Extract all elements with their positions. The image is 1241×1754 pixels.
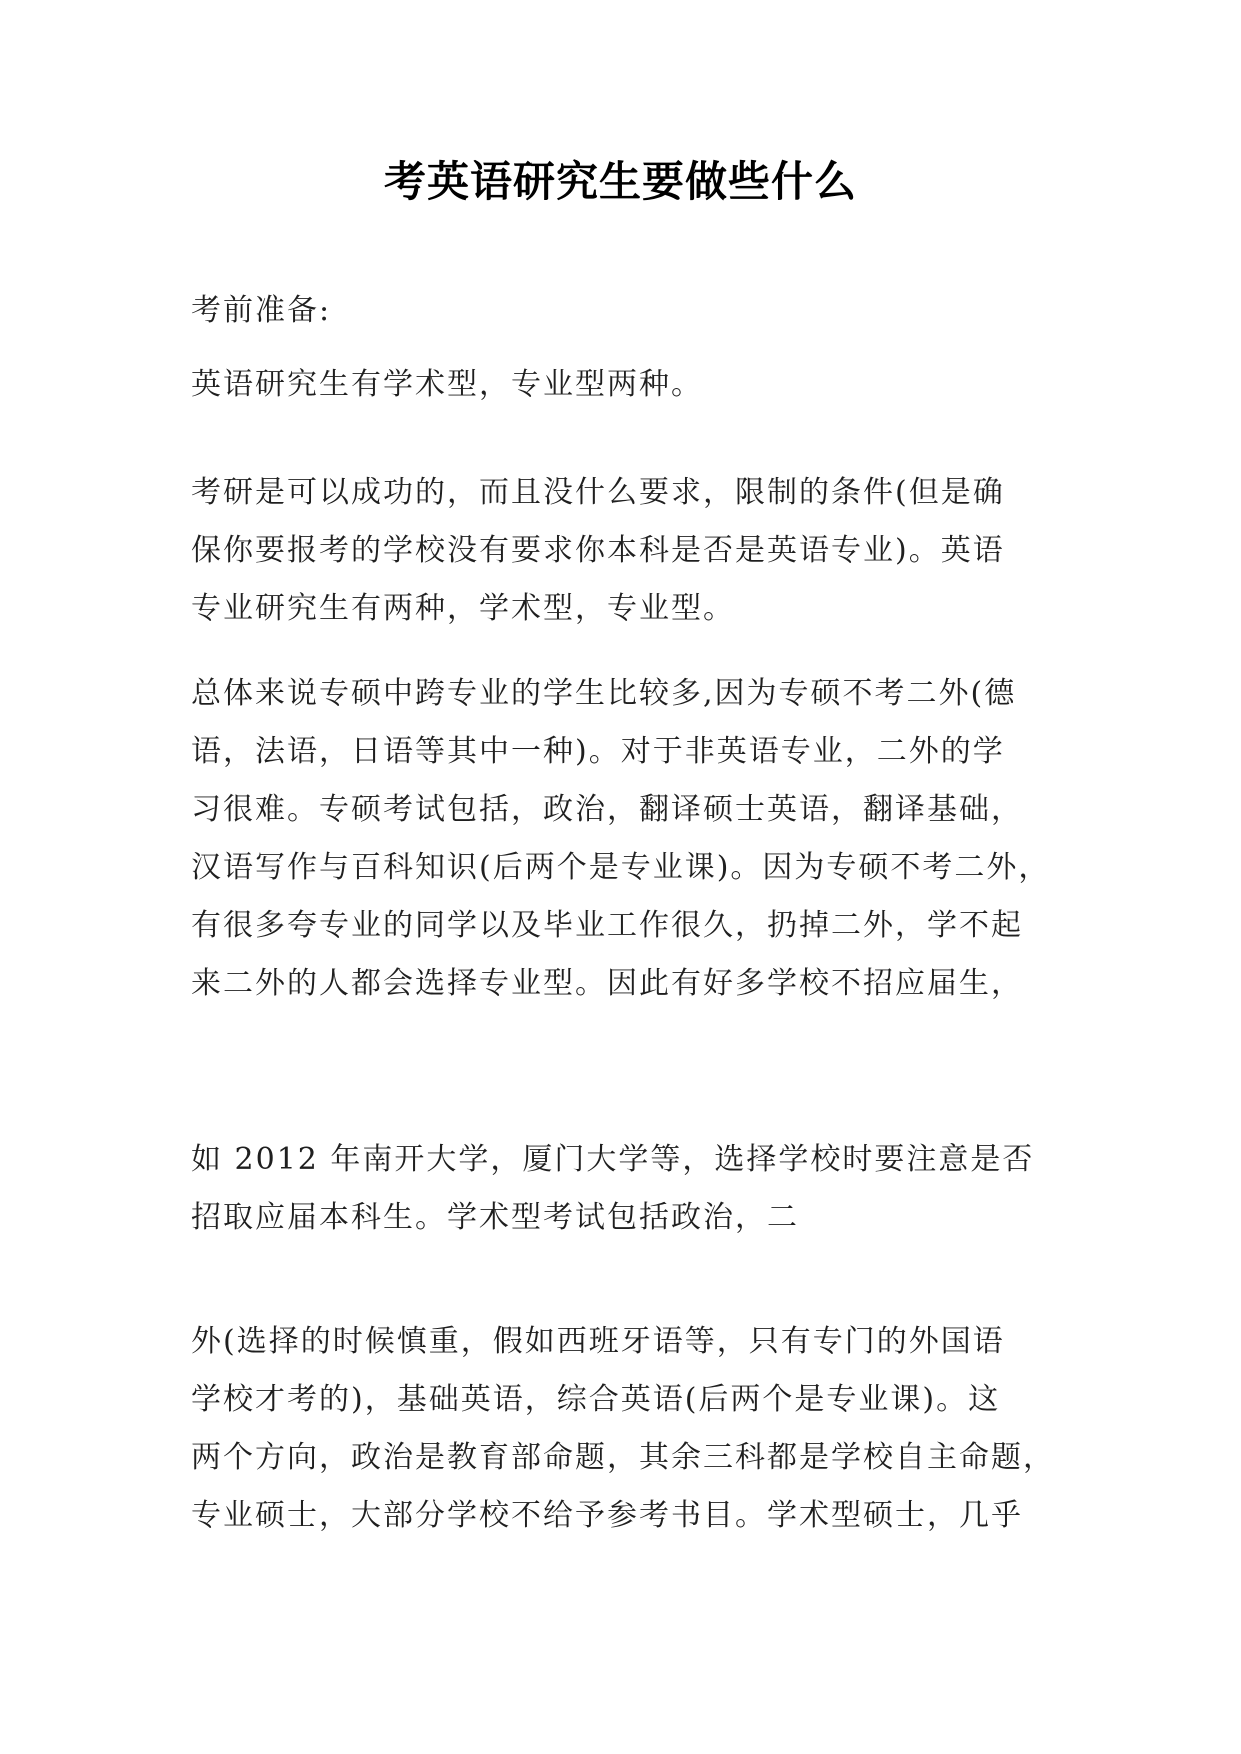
paragraph-line: 招取应届本科生。学术型考试包括政治，二: [191, 1200, 799, 1235]
paragraph-line: 学校才考的)，基础英语，综合英语(后两个是专业课)。这: [191, 1382, 1001, 1417]
paragraph-exam-prep: [191, 282, 331, 340]
paragraph-line: 外(选择的时候慎重，假如西班牙语等，只有专门的外国语: [191, 1324, 1005, 1359]
document-title: 考英语研究生要做些什么: [383, 157, 857, 206]
paragraph-two-types: [191, 356, 703, 414]
paragraph-academic-degree: [191, 1313, 1055, 1545]
paragraph-line: 保你要报考的学校没有要求你本科是否是英语专业)。英语: [191, 533, 1005, 568]
paragraph-line: 语，法语，日语等其中一种)。对于非英语专业，二外的学: [191, 734, 1005, 769]
paragraph-line: 专业硕士，大部分学校不给予参考书目。学术型硕士，几乎: [191, 1498, 1023, 1533]
paragraph-line: 来二外的人都会选择专业型。因此有好多学校不招应届生，: [191, 966, 1023, 1001]
paragraph-line: 有很多夸专业的同学以及毕业工作很久，扔掉二外，学不起: [191, 908, 1023, 943]
paragraph-line: 汉语写作与百科知识(后两个是专业课)。因为专硕不考二外，: [191, 850, 1051, 885]
paragraph-professional-degree: [191, 665, 1050, 1013]
paragraph-line: 英语研究生有学术型，专业型两种。: [191, 367, 703, 402]
paragraph-line: 两个方向，政治是教育部命题，其余三科都是学校自主命题，: [191, 1440, 1055, 1475]
paragraph-line: 如 2012 年南开大学，厦门大学等，选择学校时要注意是否: [191, 1142, 1035, 1177]
paragraph-line: 习很难。专硕考试包括，政治，翻译硕士英语，翻译基础，: [191, 792, 1023, 827]
paragraph-requirements: [191, 464, 1005, 638]
paragraph-line: 考研是可以成功的，而且没什么要求，限制的条件(但是确: [191, 475, 1005, 510]
paragraph-school-example: [191, 1131, 1034, 1247]
paragraph-line: 总体来说专硕中跨专业的学生比较多,因为专硕不考二外(德: [191, 676, 1017, 711]
paragraph-line: 专业研究生有两种，学术型，专业型。: [191, 591, 735, 626]
paragraph-line: 考前准备:: [191, 293, 332, 328]
